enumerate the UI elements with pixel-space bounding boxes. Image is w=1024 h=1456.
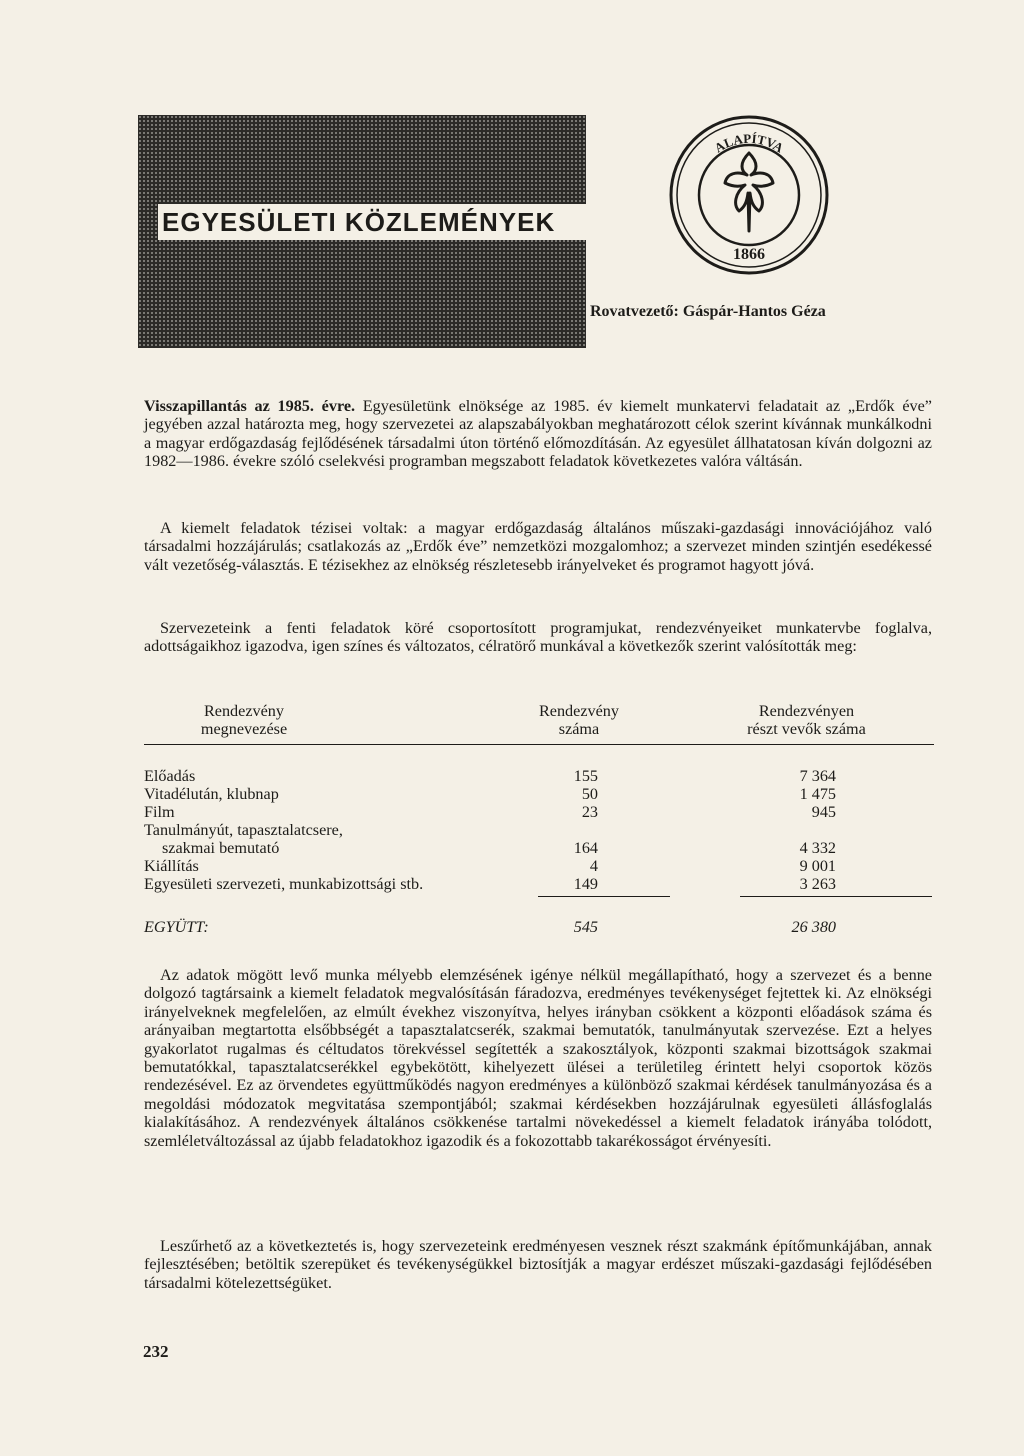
table-total-row: EGYÜTT: 545 26 380 bbox=[144, 918, 836, 936]
intro-text: Egyesületünk elnöksége az 1985. év kiemelt munkatervi feladatait az „Erdők éve” jegyében azzal határozta meg, hogy szervezetei az alapszabályokban meghatározott célok szerint kívánnak munkálkodni a magyar erdőgazdaság fejlődésének társadalmi úton történő előmozdításán. Az egyesület állhatatosan kíván dolgozni az 1982—1986. évekre szóló cselekvési programban megszabott feladatok következetes valóra váltásán. bbox=[144, 397, 932, 471]
paragraph-5-text: Leszűrhető az a következtetés is, hogy szervezeteink eredményesen vesznek részt szakmánk építőmunkájában, annak fejlesztésében; betöltik szerepüket és tevékenységükkel biztosítják a magyar erdészet műszaki-gazdasági fejlődésében társadalmi kötelezettségüket. bbox=[144, 1237, 932, 1292]
column-editor: Rovatvezető: Gáspár-Hantos Géza bbox=[590, 303, 826, 320]
paragraph-4-text: Az adatok mögött levő munka mélyebb elemzésének igénye nélkül megállapítható, hogy a szervezet és a benne dolgozó tagtársaink a kiemelt feladatok megvalósításán fáradozva, eredményes tevékenységet fejtettek ki. Az elnökségi irányelveknek megfelelően, az elmúlt évekhez viszonyítva, helyes irányban csökkent a központi előadások száma és arányaiban megtartotta elsőbbségét a tapasztalatcserék, szakmai bemutatók, tanulmányutak szervezése. Ezt a helyes gyakorlatot rugalmas és céltudatos törekvéssel segítették a szakosztályok, központi szakmai bizottságok szakmai bemutatókkal, tapasztalatcserékkel egybekötött, kihelyezett ülései a területileg érintett helyi csoportok közös rendezésével. Ez az örvendetes együttműködés nagyon eredményes a különböző szakmai kérdések tanulmányozása és a megoldási módozatok megvitatása szempontjából; szakmai kérdésekben hozzájárulnak egyesületi állásfoglalás kialakításához. A rendezvények általános csökkenése tartalmi növekedéssel a kiemelt feladatok irányába tolódott, szemléletváltozással az újabb feladatokhoz igazodik és a fokozottabb takarékosságot érvényesíti. bbox=[144, 966, 932, 1150]
col-header-name: Rendezvény megnevezése bbox=[200, 702, 288, 739]
table-row: Kiállítás 4 9 001 bbox=[144, 857, 836, 875]
intro-lead: Visszapillantás az 1985. évre. bbox=[144, 397, 356, 415]
table-row: Tanulmányút, tapasztalatcsere, bbox=[144, 821, 343, 839]
col-header-count: Rendezvény száma bbox=[538, 702, 619, 739]
table-header-rule bbox=[144, 744, 934, 745]
paragraph-5 bbox=[144, 1237, 932, 1292]
table-row: Film 23 945 bbox=[144, 803, 836, 821]
table-row: szakmai bemutató 164 4 332 bbox=[162, 839, 836, 857]
seal-year: 1866 bbox=[733, 246, 765, 263]
table-row: Előadás 155 7 364 bbox=[144, 767, 836, 785]
table-row: Vitadélután, klubnap 50 1 475 bbox=[144, 785, 836, 803]
col-header-participants: Rendezvényen részt vevők száma bbox=[747, 702, 866, 739]
paragraph-3-text: Szervezeteink a fenti feladatok köré csoportosított programjukat, rendezvényeiket munkatervbe foglalva, adottságaikhoz igazodva, igen színes és változatos, célratörő munkával a következők szerint valósították meg: bbox=[144, 619, 932, 656]
sum-rule-participants bbox=[740, 896, 932, 897]
seal-text: ALAPÍTVA bbox=[711, 130, 787, 156]
paragraph-2-text: A kiemelt feladatok tézisei voltak: a magyar erdőgazdaság általános műszaki-gazdasági innovációjához való társadalmi hozzájárulás; csatlakozás az „Erdők éve” nemzetközi mozgalomhoz; a szervezet minden szintjén esedékessé vált vezetőség-választás. E tézisekhez az elnökség részletesebb irányelveket és programot hagyott jóvá. bbox=[144, 519, 932, 574]
intro-paragraph bbox=[144, 397, 932, 471]
table-row: Egyesületi szervezeti, munkabizottsági stb. 149 3 263 bbox=[144, 875, 836, 893]
paragraph-4 bbox=[144, 966, 932, 1150]
paragraph-2 bbox=[144, 519, 932, 574]
society-seal-icon bbox=[667, 113, 831, 277]
paragraph-3 bbox=[144, 619, 932, 656]
sum-rule-count bbox=[538, 896, 670, 897]
events-table-header bbox=[144, 702, 934, 742]
page-number: 232 bbox=[143, 1342, 169, 1361]
section-title: EGYESÜLETI KÖZLEMÉNYEK bbox=[158, 204, 586, 240]
